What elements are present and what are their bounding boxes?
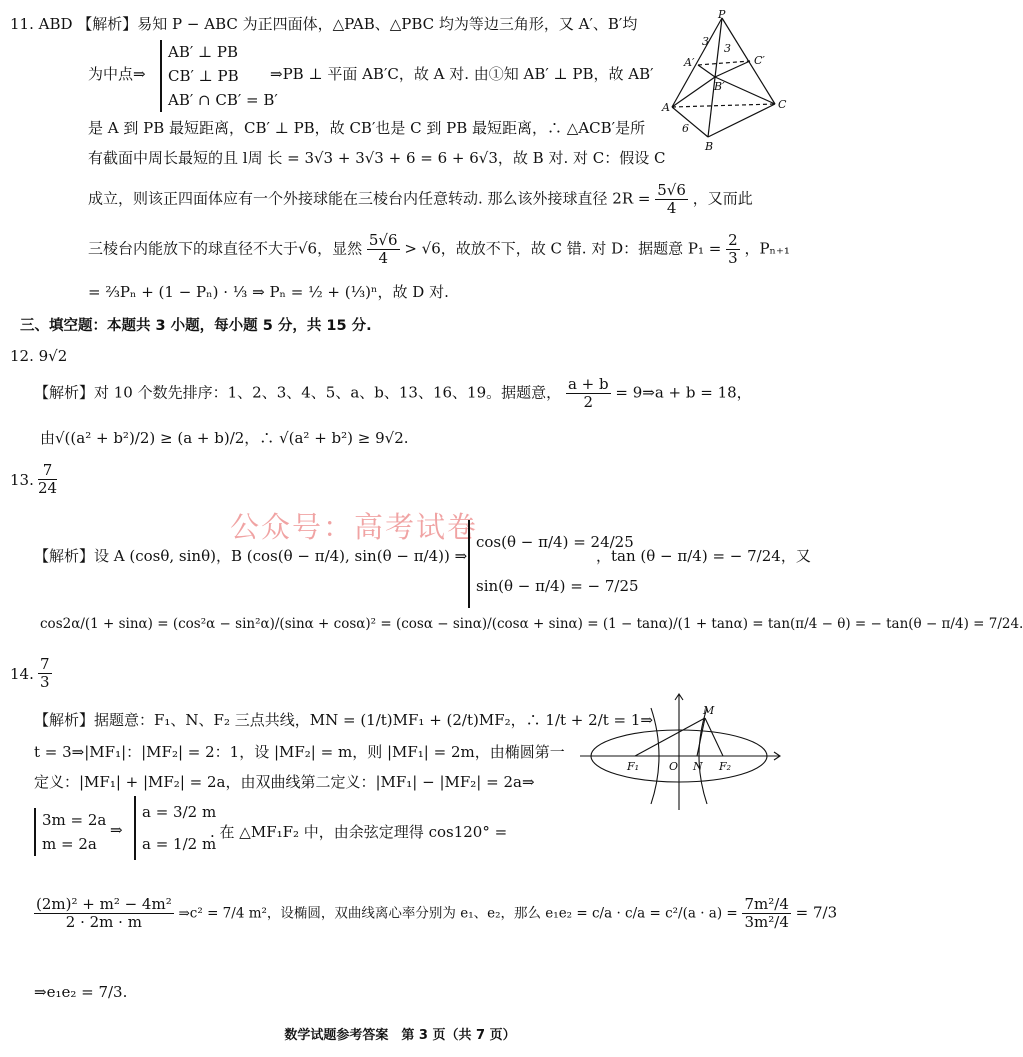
q11-fraction <box>367 232 400 267</box>
fig-label: O <box>669 760 679 773</box>
frac-den: 3 <box>40 673 50 691</box>
fig-label: B <box>705 140 714 153</box>
q11-sys-2: CB′ ⊥ PB <box>168 67 239 85</box>
frac-num: 7m²/4 <box>744 895 789 913</box>
q14-system-left <box>34 808 106 856</box>
q14-answer-fraction <box>38 656 52 691</box>
frac-num: 7 <box>40 655 50 673</box>
q13-answer-fraction <box>38 462 57 497</box>
q14-e-fraction <box>742 896 790 931</box>
fig-label: A <box>662 101 670 114</box>
frac-num: 5√6 <box>657 181 686 199</box>
q11-line6 <box>88 232 790 267</box>
q11-fraction <box>655 182 688 217</box>
q11-line4: 有截面中周长最短的且 l周 长 = 3√3 + 3√3 + 6 = 6 + 6√3，故 B 对. 对 C：假设 C <box>88 149 666 167</box>
q13-sys-2: sin(θ − π/4) = − 7/25 <box>476 577 639 595</box>
frac-den: 4 <box>666 199 677 217</box>
q14-line4: . 在 △MF₁F₂ 中，由余弦定理得 cos120° = <box>210 823 508 841</box>
q11-line6-end: ，Pₙ₊₁ <box>744 239 790 258</box>
watermark: 公众号：高考试卷 <box>230 510 479 544</box>
q14-number: 14. <box>10 665 34 683</box>
q14-line1: 【解析】据题意：F₁、N、F₂ 三点共线，MN = (1/t)MF₁ + (2/t)MF₂，∴ 1/t + 2/t = 1⇒ <box>34 711 653 729</box>
q14-sysL-1: 3m = 2a <box>42 811 107 829</box>
q13-line1: 【解析】设 A (cosθ, sinθ)，B (cos(θ − π/4), sin(θ − π/4)) ⇒ <box>34 547 468 565</box>
q13-line2: cos2α/(1 + sinα) = (cos²α − sin²α)/(sinα + cosα)² = (cosα − sinα)/(cosα + sinα) = (1 − tanα)/(1 + tanα) = tan(π/4 − θ) = − tan(θ − π/4) = 7/24. <box>40 616 1023 632</box>
q14-cos-fraction <box>34 896 174 931</box>
q14-line5-text: ⇒c² = 7/4 m²，设椭圆，双曲线离心率分别为 e₁、e₂，那么 e₁e₂ = c/a · c/a = c²/(a · a) = <box>178 905 738 922</box>
fig-label: N <box>693 760 703 773</box>
fig-label: 3 <box>702 35 709 48</box>
q14-line5 <box>34 896 837 931</box>
q14-arrow: ⇒ <box>110 821 123 839</box>
q14-line5-end: = 7/3 <box>795 903 838 922</box>
q11-line5-end: ，又而此 <box>692 189 753 208</box>
frac-den: 3 <box>728 249 738 267</box>
q12-answer: 12. 9√2 <box>10 347 68 365</box>
q13-answer <box>38 462 57 497</box>
q12-fraction <box>566 376 611 411</box>
q11-fraction <box>726 232 740 267</box>
q14-sysR-1: a = 3/2 m <box>142 803 217 821</box>
frac-den: 3m²/4 <box>744 913 789 931</box>
q14-system-right <box>134 796 216 860</box>
q11-line5-text: 成立，则该正四面体应有一个外接球能在三棱台内任意转动. 那么该外接球直径 2R = <box>88 189 651 208</box>
fig-label: A′ <box>684 56 695 69</box>
q11-line2-end: ⇒PB ⊥ 平面 AB′C，故 A 对. 由①知 AB′ ⊥ PB，故 AB′ <box>270 65 654 83</box>
q12-line1 <box>34 376 752 411</box>
fig-label: B′ <box>714 80 725 93</box>
q12-line1-text: 【解析】对 10 个数先排序：1、2、3、4、5、a、b、13、16、19。据题意， <box>34 383 562 402</box>
q13-sys-1: cos(θ − π/4) = 24/25 <box>476 533 634 551</box>
fig-label: F₁ <box>627 760 640 773</box>
frac-num: 2 <box>728 231 738 249</box>
q11-line7: = ⅔Pₙ + (1 − Pₙ) · ⅓ ⇒ Pₙ = ½ + (⅓)ⁿ，故 D 对. <box>88 283 449 301</box>
q12-line2: 由√((a² + b²)/2) ≥ (a + b)/2，∴ √(a² + b²) ≥ 9√2. <box>40 429 409 447</box>
q13-line1-end: ，tan (θ − π/4) = − 7/24，又 <box>596 547 811 565</box>
frac-den: 4 <box>378 249 388 267</box>
frac-den: 2 · 2m · m <box>65 913 142 931</box>
q12-line1-end: = 9⇒a + b = 18， <box>615 383 752 402</box>
q11-line3: 是 A 到 PB 最短距离，CB′ ⊥ PB，故 CB′也是 C 到 PB 最短距离，∴ △ACB′是所 <box>88 119 646 137</box>
q14-answer <box>38 656 52 691</box>
q14-line3: 定义：|MF₁| + |MF₂| = 2a，由双曲线第二定义：|MF₁| − |MF₂| = 2a⇒ <box>34 773 535 791</box>
q11-line5 <box>88 182 753 217</box>
q11-line1: 11. ABD 【解析】易知 P − ABC 为正四面体，△PAB、△PBC 均为等边三角形，又 A′、B′均 <box>10 15 638 33</box>
q11-line6-mid: > √6，故放不下，故 C 错. 对 D：据题意 P₁ = <box>404 239 722 258</box>
q14-line6: ⇒e₁e₂ = 7/3. <box>34 983 128 1001</box>
q11-line2-start: 为中点⇒ <box>88 65 146 83</box>
tetrahedron-figure <box>660 10 790 155</box>
q11-sys-3: AB′ ∩ CB′ = B′ <box>168 91 278 109</box>
frac-num: 5√6 <box>368 231 398 249</box>
frac-den: 2 <box>583 393 594 411</box>
q11-system <box>160 40 278 112</box>
ellipse-hyperbola-figure <box>575 690 785 815</box>
q14-line2: t = 3⇒|MF₁|：|MF₂| = 2：1，设 |MF₂| = m，则 |MF₁| = 2m，由椭圆第一 <box>34 743 565 761</box>
fig-label: F₂ <box>719 760 732 773</box>
frac-num: 7 <box>38 462 57 480</box>
q11-sys-1: AB′ ⊥ PB <box>168 43 239 61</box>
q13-number: 13. <box>10 471 34 489</box>
page-footer: 数学试题参考答案 第 3 页（共 7 页） <box>284 1028 516 1043</box>
fig-label: C <box>778 98 787 111</box>
fig-label: P <box>718 8 726 21</box>
q14-sysR-2: a = 1/2 m <box>142 835 217 853</box>
fig-label: 6 <box>682 122 689 135</box>
fig-label: 3 <box>724 42 731 55</box>
fig-label: M <box>703 704 715 717</box>
section-heading: 三、填空题：本题共 3 小题，每小题 5 分，共 15 分. <box>20 318 372 334</box>
q11-line6-text: 三棱台内能放下的球直径不大于√6，显然 <box>88 239 363 258</box>
frac-den: 24 <box>38 479 58 497</box>
fig-label: C′ <box>754 54 765 67</box>
frac-num: a + b <box>567 375 609 393</box>
q14-sysL-2: m = 2a <box>42 835 97 853</box>
frac-num: (2m)² + m² − 4m² <box>36 895 172 913</box>
